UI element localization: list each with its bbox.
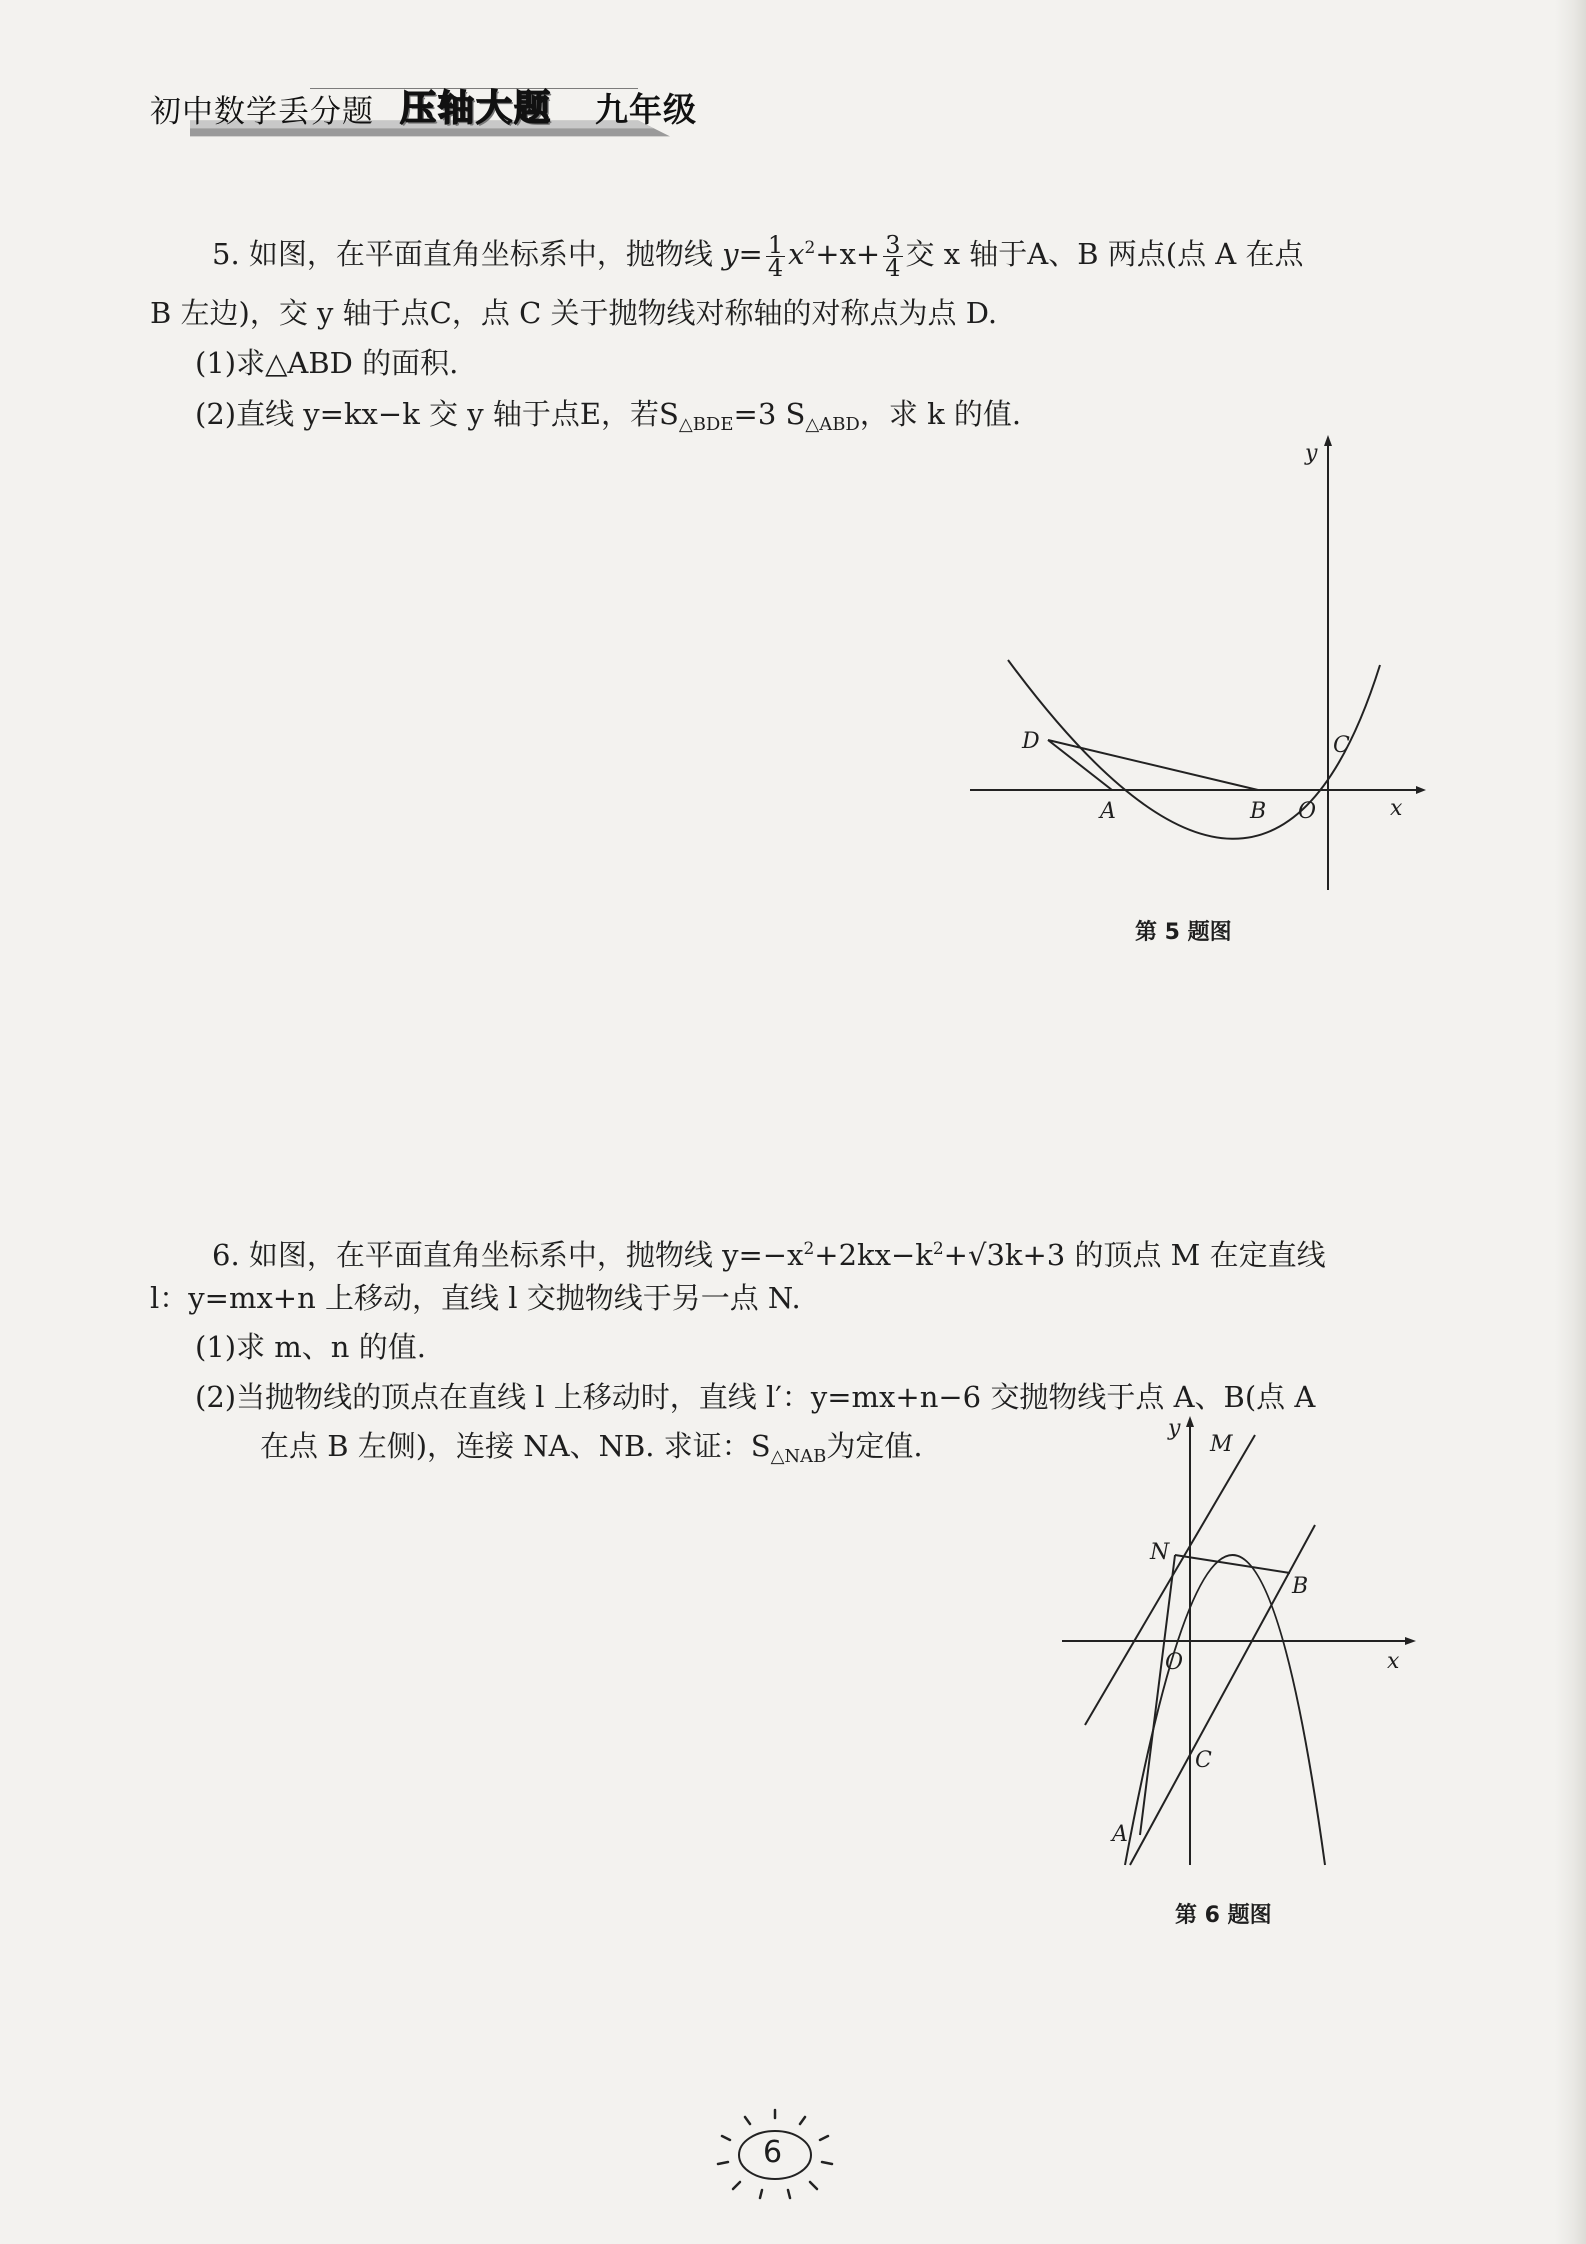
label-A: A: [1112, 1822, 1128, 1847]
label-M: M: [1210, 1432, 1233, 1457]
book-section-title: 压轴大题: [400, 88, 553, 129]
label-B: B: [1250, 799, 1267, 824]
q6-part2-line1: (2)当抛物线的顶点在直线 l 上移动时，直线 l′：y=mx+n−6 交抛物线于点 A、B(点 A: [195, 1380, 1316, 1414]
x-axis-arrow: [1416, 786, 1426, 794]
figure-5-caption: 第 5 题图: [1135, 920, 1232, 945]
y-axis-arrow: [1324, 435, 1332, 446]
label-y: y: [1168, 1416, 1181, 1441]
label-C: C: [1195, 1748, 1212, 1773]
grade-label: 九年级: [595, 90, 697, 129]
q6-line1: 6. 如图，在平面直角坐标系中，抛物线 $y=-x^2+2kx-k^2+√3k+3$ 的顶点 M 在定直线: [212, 1238, 1326, 1272]
label-y: y: [1305, 441, 1318, 466]
label-B: B: [1292, 1574, 1309, 1599]
label-x: x: [1387, 1649, 1400, 1674]
fraction-one-quarter: $\frac{1}{4}$: [767, 230, 784, 282]
q5-part1: (1)求△ABD 的面积.: [195, 346, 459, 380]
parabola: [1008, 660, 1380, 839]
figure-5: [960, 430, 1430, 900]
q5-line2: B 左边)，交 y 轴于点C，点 C 关于抛物线对称轴的对称点为点 D.: [150, 296, 998, 330]
segment-NB: [1175, 1555, 1290, 1573]
q6-line2: l：y=mx+n 上移动，直线 l 交抛物线于另一点 N.: [150, 1281, 801, 1315]
q5-part2: (2)直线 y=kx−k 交 y 轴于点E，若$S_{\triangle BDE}=3$ $S_{\triangle ABD}$，求 k 的值.: [195, 397, 1022, 435]
q6-part2-line2: 在点 B 左侧)，连接 NA、NB. 求证：$S_{\triangle NAB}$为定值.: [260, 1429, 923, 1467]
label-D: D: [1022, 729, 1040, 754]
page-number: 6: [763, 2135, 783, 2170]
fraction-three-quarters: $\frac{3}{4}$: [885, 230, 901, 282]
figure-6: [1050, 1415, 1430, 1875]
x-axis-arrow: [1405, 1637, 1416, 1645]
label-C: C: [1333, 733, 1350, 758]
label-A: A: [1100, 799, 1116, 824]
q5-line1: 5. 如图，在平面直角坐标系中，抛物线 y= $\frac{1}{4}$ $x^2+x+$ $\frac{3}{4}$ 交 x 轴于A、B 两点(点 A 在点: [212, 230, 1304, 282]
q6-part1: (1)求 m、n 的值.: [195, 1330, 426, 1364]
label-O: O: [1165, 1650, 1184, 1675]
page-edge-shadow: [1555, 0, 1586, 2244]
label-x: x: [1390, 796, 1403, 821]
label-O: O: [1298, 799, 1317, 824]
label-N: N: [1150, 1540, 1170, 1565]
book-series-title: 初中数学丢分题: [150, 94, 374, 130]
y-axis-arrow: [1186, 1416, 1194, 1427]
figure-6-caption: 第 6 题图: [1175, 1903, 1272, 1928]
